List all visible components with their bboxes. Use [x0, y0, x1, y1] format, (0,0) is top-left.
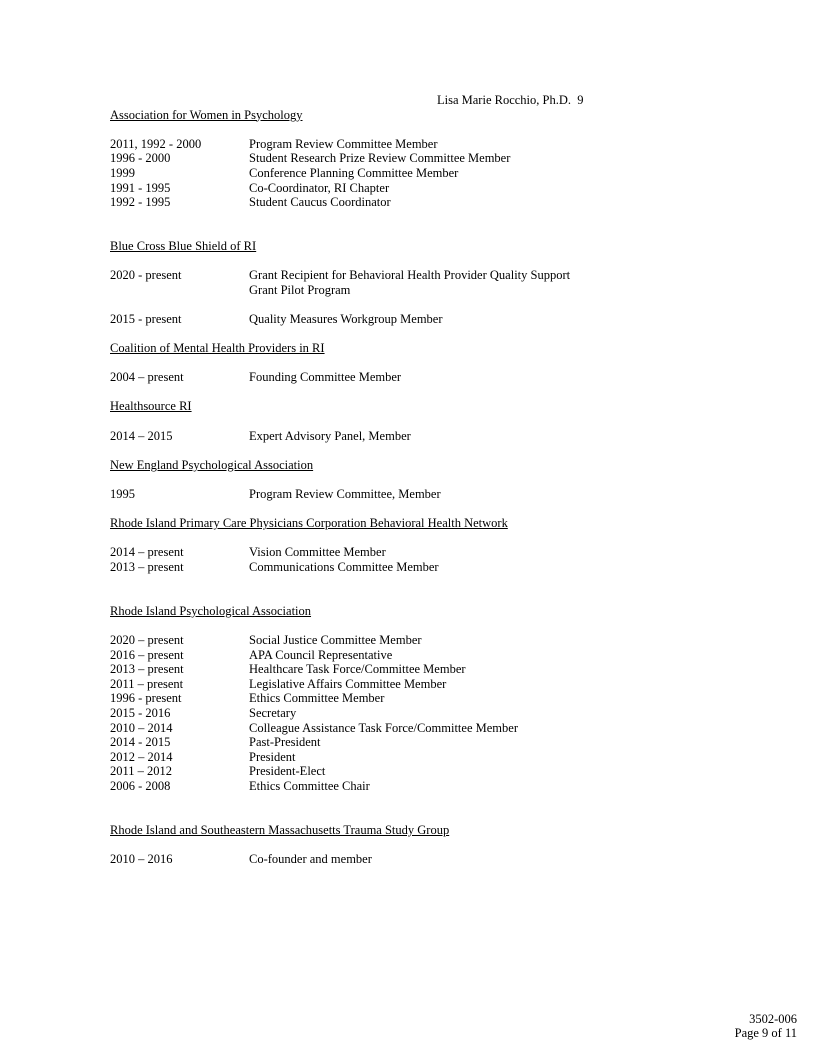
section-heading-text: Association for Women in Psychology [110, 107, 303, 122]
entry-row [110, 545, 730, 560]
entry-date: 2011, 1992 - 2000 [110, 136, 202, 151]
section-heading-text: Rhode Island and Southeastern Massachusetts Trauma Study Group [110, 822, 450, 837]
entry-date: 1996 - 2000 [110, 151, 171, 166]
blank-line [110, 589, 730, 604]
blank-line [110, 443, 730, 458]
entry-text: Co-founder and member [249, 851, 372, 866]
entry-row [110, 779, 730, 794]
entry-date: 1995 [110, 487, 135, 502]
blank-line [110, 618, 730, 633]
page-footer [735, 1012, 797, 1040]
entry-text: President [249, 749, 296, 764]
entry-text: Ethics Committee Chair [249, 778, 370, 793]
section-heading-text: Rhode Island Psychological Association [110, 603, 312, 618]
section-heading [110, 823, 730, 838]
entry-date: 1996 - present [110, 691, 182, 706]
entry-row [110, 648, 730, 663]
entry-text: President-Elect [249, 764, 326, 779]
entry-date: 2015 - 2016 [110, 705, 171, 720]
entry-date [110, 283, 249, 298]
entry-row [110, 662, 730, 677]
entry-text: Legislative Affairs Committee Member [249, 676, 447, 691]
entry-date: 2013 – present [110, 560, 184, 574]
entry-date: 2006 - 2008 [110, 778, 171, 793]
entry-date: 2010 – 2016 [110, 851, 173, 866]
section-heading [110, 458, 730, 473]
blank-line [110, 327, 730, 342]
entry-date: 2014 - 2015 [110, 735, 171, 750]
entry-row [110, 195, 730, 210]
entry-row [110, 852, 730, 867]
entry-date: 2010 – 2014 [110, 720, 173, 735]
entry-row [110, 487, 730, 502]
section-heading-text: Coalition of Mental Health Providers in RI [110, 341, 325, 356]
section-heading [110, 239, 730, 254]
document-content [110, 93, 730, 866]
blank-line [110, 472, 730, 487]
entry-date: 1999 [110, 165, 135, 180]
entry-date: 1992 - 1995 [110, 195, 171, 210]
footer-page-number: Page 9 of 11 [734, 1025, 797, 1040]
entry-text: Grant Recipient for Behavioral Health Provider Quality Support [249, 268, 571, 283]
entry-text: Student Research Prize Review Committee Member [249, 151, 511, 166]
entry-row [110, 268, 730, 283]
blank-line [110, 794, 730, 809]
entry-text: Expert Advisory Panel, Member [249, 428, 411, 443]
entry-date: 2013 – present [110, 662, 184, 677]
entry-date: 2014 – present [110, 545, 184, 560]
entry-row [110, 429, 730, 444]
entry-row [110, 691, 730, 706]
entry-row [110, 312, 730, 327]
entry-row [110, 764, 730, 779]
section-heading-text: Rhode Island Primary Care Physicians Corporation Behavioral Health Network [110, 516, 508, 531]
blank-line [110, 122, 730, 137]
entry-continuation-row [110, 283, 730, 298]
entry-date: 2016 – present [110, 647, 184, 662]
blank-line [110, 414, 730, 429]
entry-row [110, 560, 730, 575]
entry-row [110, 633, 730, 648]
blank-line [110, 502, 730, 517]
entry-row [110, 166, 730, 181]
entry-row [110, 706, 730, 721]
blank-line [110, 531, 730, 546]
entry-text: Program Review Committee Member [249, 136, 438, 151]
entry-text: Founding Committee Member [249, 370, 402, 385]
entry-date: 2004 – present [110, 370, 184, 385]
section-heading [110, 108, 730, 123]
blank-line [110, 808, 730, 823]
entry-row [110, 137, 730, 152]
section-heading [110, 604, 730, 619]
entry-date: 2020 – present [110, 632, 184, 647]
entry-date: 2020 - present [110, 268, 182, 283]
entry-row [110, 677, 730, 692]
footer-doc-number: 3502-006 [749, 1011, 797, 1026]
document-blocks [110, 108, 730, 867]
section-heading-text: Blue Cross Blue Shield of RI [110, 238, 257, 253]
blank-line [110, 575, 730, 590]
page-header: Lisa Marie Rocchio, Ph.D. 9 [437, 93, 584, 107]
section-heading [110, 516, 730, 531]
entry-text: Vision Committee Member [249, 545, 386, 560]
entry-text: APA Council Representative [249, 647, 393, 662]
entry-date: 2014 – 2015 [110, 428, 173, 443]
section-heading-text: New England Psychological Association [110, 457, 314, 472]
entry-row [110, 151, 730, 166]
entry-text: Colleague Assistance Task Force/Committee Member [249, 720, 518, 735]
blank-line [110, 385, 730, 400]
entry-text: Social Justice Committee Member [249, 632, 422, 647]
entry-row [110, 735, 730, 750]
entry-date: 2012 – 2014 [110, 749, 173, 764]
entry-date: 2011 – 2012 [110, 764, 173, 779]
entry-date: 2015 - present [110, 311, 182, 326]
blank-line [110, 254, 730, 269]
entry-row [110, 370, 730, 385]
entry-text: Grant Pilot Program [249, 282, 351, 297]
entry-date: 2011 – present [110, 676, 184, 691]
entry-text: Co-Coordinator, RI Chapter [249, 180, 390, 195]
entry-row [110, 750, 730, 765]
blank-line [110, 356, 730, 371]
blank-line [110, 297, 730, 312]
entry-text: Secretary [249, 705, 297, 720]
section-heading-text: Healthsource RI [110, 399, 192, 414]
entry-text: Communications Committee Member [249, 560, 439, 574]
entry-text: Quality Measures Workgroup Member [249, 311, 443, 326]
entry-text: Program Review Committee, Member [249, 487, 441, 502]
entry-text: Past-President [249, 735, 321, 750]
entry-row [110, 721, 730, 736]
entry-text: Healthcare Task Force/Committee Member [249, 662, 466, 677]
section-heading [110, 399, 730, 414]
blank-line [110, 210, 730, 225]
blank-line [110, 837, 730, 852]
entry-text: Ethics Committee Member [249, 691, 385, 706]
entry-text: Student Caucus Coordinator [249, 195, 391, 210]
entry-date: 1991 - 1995 [110, 180, 171, 195]
section-heading [110, 341, 730, 356]
entry-row [110, 181, 730, 196]
blank-line [110, 224, 730, 239]
entry-text: Conference Planning Committee Member [249, 165, 459, 180]
